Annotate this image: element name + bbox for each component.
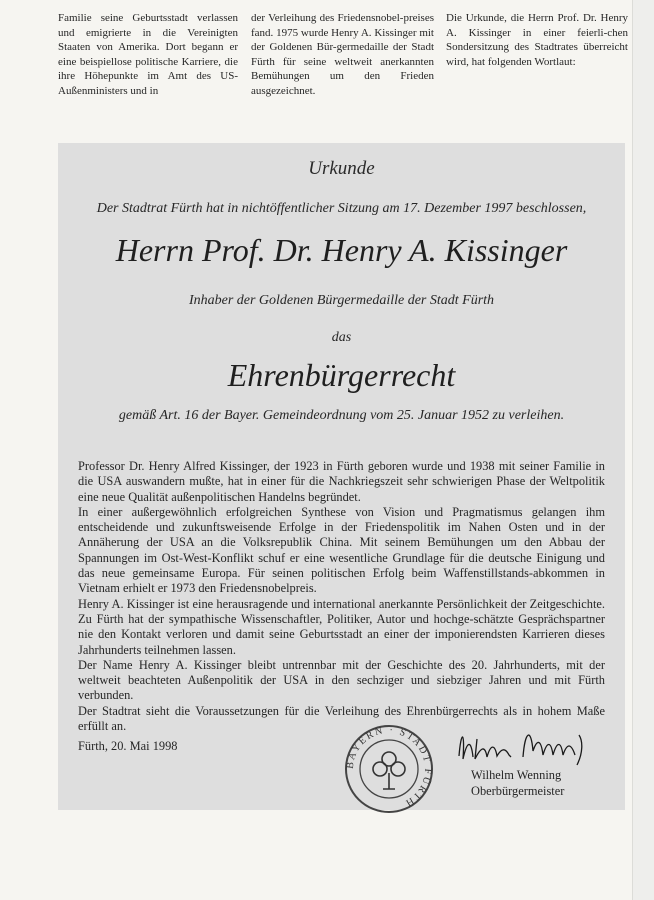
body-paragraph: Henry A. Kissinger ist eine herausragende und international anerkannte Persönlichkeit der Zeitgeschichte. Zu Fürth hat der sympathische Wissenschaftler, Politiker, Autor und hochge-schätzte Gesprächspartner nie den Kontakt verloren und damit seine Geburtsstadt an einer der imponierendsten Karrieren dieses Jahrhunderts teilnehmen lassen. [78,596,605,657]
certificate-heading: Urkunde [308,158,375,179]
certificate [58,143,625,810]
certificate-title: Ehrenbürgerrecht [227,357,456,393]
legal-basis: gemäß Art. 16 der Bayer. Gemeindeordnung vom 25. Januar 1952 zu verleihen. [118,408,565,423]
intro-column-1: Familie seine Geburtsstadt verlassen und emigrierte in die Vereinigten Staaten von Amerika. Dort begann er eine beispiellose politische Karriere, die ihre Höhepunkte im Amt des US-Außenministers und in [58,12,238,97]
seal-text: BAYERN · STADT FÜRTH [344,724,434,810]
svg-text:BAYERN · STADT FÜRTH [345,725,433,809]
body-paragraph: In einer außergewöhnlich erfolgreichen Synthese von Vision und Pragmatismus gelangen ihm entscheidende und zukunftsweisende Erfolge in der Friedenspolitik im Nahen Osten und in der Annäherung der USA an die Volksrepublik China. Mit seinem Bemühungen um den Abbau der Spannungen im Ost-West-Konflikt schuf er eine wesentliche Grundlage für die deutsche Einigung und das neue gemeinsame Europa. Für seinen politischen Erfolg beim Waffenstillstands-abkommen in Vietnam erhielt er 1973 den Friedensnobelpreis. [78,504,605,596]
body-paragraph: Der Stadtrat sieht die Voraussetzungen für die Verleihung des Ehrenbürgerrechts als in hohem Maße erfüllt an. [78,703,605,734]
signer-name: Wilhelm Wenning [471,768,562,782]
intro-column-2: der Verleihung des Friedensnobel-preises fand. 1975 wurde Henry A. Kissinger mit der Goldenen Bür-germedaille der Stadt Fürth für seine weltweit anerkannten Bemühungen um den Frieden ausgezeichnet. [251,12,434,97]
place-date: Fürth, 20. Mai 1998 [78,739,178,753]
certificate-body [78,459,605,734]
city-seal-stamp [343,723,435,815]
cloverleaf-icon [373,752,405,789]
mayor-signature [451,721,601,771]
page-edge [632,0,654,900]
honoree-name: Herrn Prof. Dr. Henry A. Kissinger [115,232,568,268]
medal-line: Inhaber der Goldenen Bürgermedaille der Stadt Fürth [188,293,495,308]
connector-word: das [331,330,352,345]
body-paragraph: Professor Dr. Henry Alfred Kissinger, der 1923 in Fürth geboren wurde und 1938 mit seiner Familie in die USA auswandern mußte, hat in einer für die Nachkriegszeit sehr schwierigen Phase der Weltpolitik eine neue Qualität außenpolitischen Handelns begründet. [78,459,605,504]
intro-column-3: Die Urkunde, die Herrn Prof. Dr. Henry A. Kissinger in einer feierli-chen Sondersitzung des Stadtrates überreicht wird, hat folgenden Wortlaut: [446,12,628,68]
signer-title: Oberbürgermeister [471,784,565,798]
certificate-resolution: Der Stadtrat Fürth hat in nichtöffentlicher Sitzung am 17. Dezember 1997 beschlossen, [96,201,587,216]
body-paragraph: Der Name Henry A. Kissinger bleibt untrennbar mit der Geschichte des 20. Jahrhunderts, mit der weltweit beachteten Außenpolitik der USA in den sechziger und siebziger Jahren und mit Fürth verbunden. [78,657,605,703]
